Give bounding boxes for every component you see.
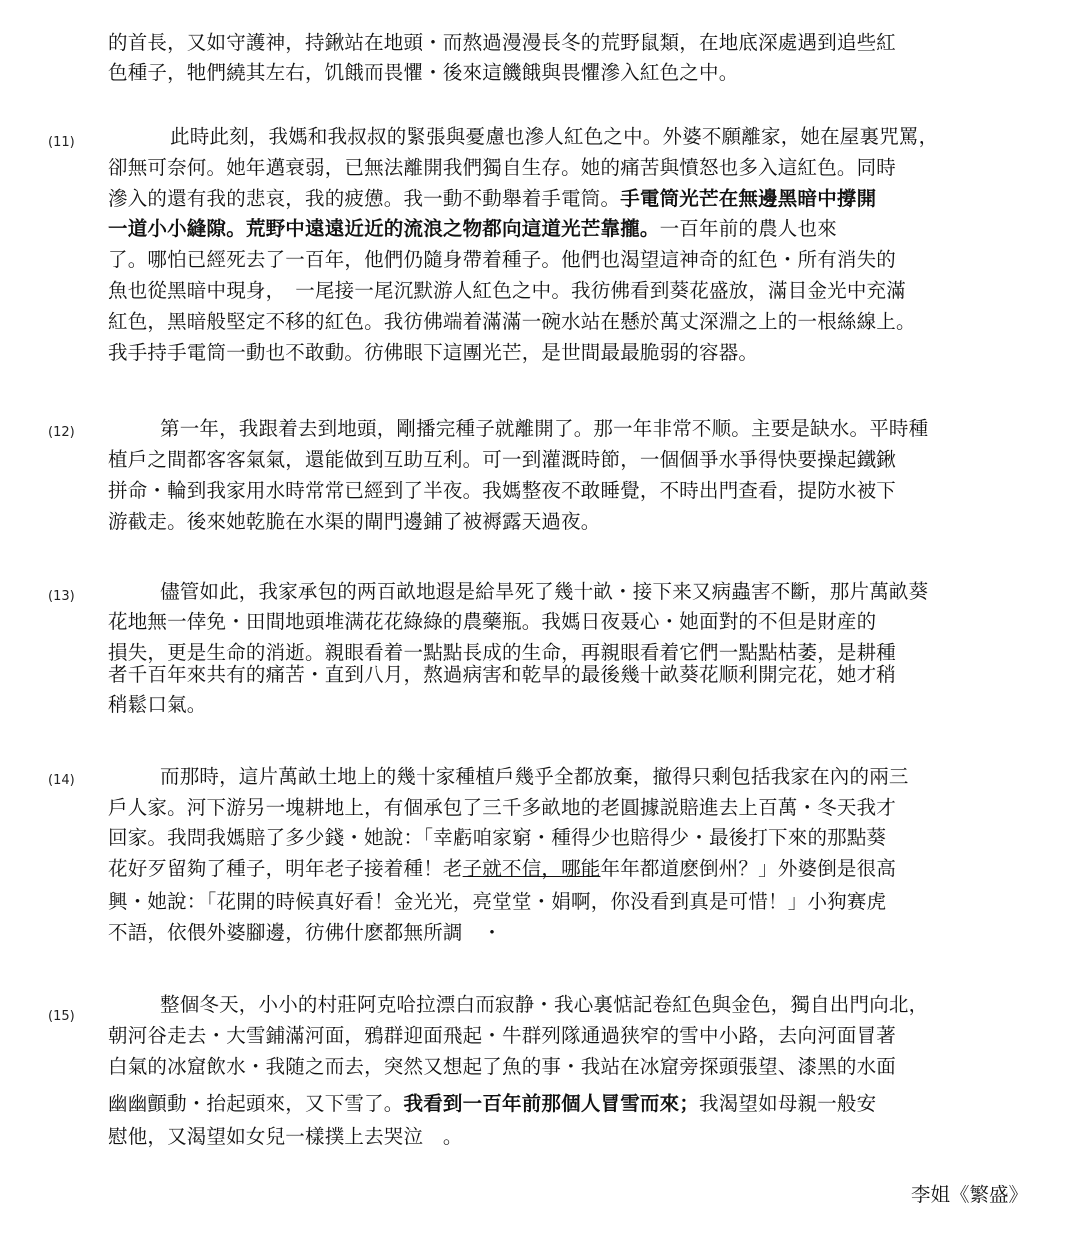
author-signature: 李姐《繁盛》 <box>910 1183 1028 1206</box>
bold-text: 手電筒光芒在無邊黑暗中撐開 <box>620 187 877 210</box>
text-line: 花地無一倖免・田間地頭堆满花花綠綠的農藥瓶。我媽日夜聂心・她面對的不但是財産的 <box>108 610 877 633</box>
paragraph-number: (11) <box>48 135 75 150</box>
text-line: 稍鬆口氣。 <box>108 693 207 716</box>
text-line: 戶人家。河下游另一塊耕地上，有個承包了三千多畝地的老圓據説賠進去上百萬・冬天我才 <box>108 796 897 819</box>
paragraph-number: (14) <box>48 773 75 788</box>
text-line: 魚也從黑暗中現身， 一尾接一尾沉默游人紅色之中。我彷佛看到葵花盛放，滿目金光中充滿 <box>108 279 906 302</box>
text-line: 儘管如此，我家承包的两百畝地遐是給旱死了幾十畝・接下来又病蟲害不斷，那片萬畝葵 <box>160 580 929 603</box>
text-line: 興・她說：「花開的時候真好看！金光光，亮堂堂・娟啊，你没看到真是可惜！」小狗赛虎 <box>108 890 887 913</box>
text-line: 游截走。後來她乾脆在水渠的閘門邊鋪了被褥露天過夜。 <box>108 510 601 533</box>
text-line: 不語，依偎外婆腳邊，彷佛什麽都無所調 ・ <box>108 921 503 944</box>
paragraph-number: (15) <box>48 1009 75 1024</box>
text-span: 我渴望如母親一般安 <box>699 1092 877 1115</box>
text-span: 一百年前的農人也來 <box>659 217 837 240</box>
text-line: 紅色，黑暗般堅定不移的紅色。我彷佛端着滿滿一碗水站在懸於萬丈深淵之上的一根絲線上。 <box>108 310 916 333</box>
text-line <box>108 854 1048 884</box>
paragraph-number: (12) <box>48 425 75 440</box>
text-line: 的首長，又如守護神，持鍬站在地頭・而熬過漫漫長冬的荒野鼠類，在地底深處遇到追些紅 <box>108 31 897 54</box>
text-line: 朝河谷走去・大雪鋪滿河面，鴉群迎面飛起・牛群列隊通過狭窄的雪中小路，去向河面冒著 <box>108 1024 897 1047</box>
text-line: 植戶之間都客客氣氣，還能做到互助互利。可一到灌溉時節，一個個爭水爭得快要操起鐵鍬 <box>108 448 897 471</box>
paragraph-number: (13) <box>48 589 75 604</box>
text-span: 幽幽顫動・抬起頭來，又下雪了。 <box>108 1092 404 1115</box>
text-line: 第一年，我跟着去到地頭，剛播完種子就離開了。那一年非常不顺。主要是缺水。平時種 <box>160 417 929 440</box>
text-line: 回家。我問我媽賠了多少錢・她說：「幸虧咱家窮・種得少也賠得少・最後打下來的那點葵 <box>108 826 887 849</box>
text-line: 卻無可奈何。她年邁衰弱，已無法離開我們獨自生存。她的痛苦與憤怒也多入這紅色。同時 <box>108 156 897 179</box>
text-line: 色種子，牠們繞其左右，饥餓而畏懼・後來這饑餓與畏懼滲入紅色之中。 <box>108 61 739 84</box>
text-line: 者千百年來共有的痛苦・直到八月，熬過病害和乾旱的最後幾十畝葵花顺利開完花，她才稍 <box>108 663 897 686</box>
text-line: 了。哪怕已經死去了一百年，他們仍隨身帶着種子。他們也渴望這神奇的紅色・所有消失的 <box>108 248 897 271</box>
text-line: 白氣的冰窟飲水・我随之而去，突然又想起了魚的事・我站在冰窟旁探頭張望、漆黑的水面 <box>108 1055 897 1078</box>
text-line: 損失，更是生命的消逝。親眼看着一點點長成的生命，再親眼看着它們一點點枯萎，是耕種 <box>108 641 897 664</box>
text-span: 花好歹留夠了種子，明年老子接着種！老 <box>108 857 463 880</box>
text-line: 我手持手電筒一動也不敢動。彷佛眼下這團光芒，是世間最最脆弱的容器。 <box>108 341 759 364</box>
text-span: 滲入的還有我的悲哀，我的疲憊。我一動不動舉着手電筒。 <box>108 187 621 210</box>
text-span: 年年都道麽倒州？」外婆倒是很高 <box>600 857 897 880</box>
bold-text: 一道小小縫隙。荒野中遠遠近近的流浪之物都向這道光芒靠攏。 <box>108 217 660 240</box>
text-line: 而那時，這片萬畝土地上的幾十家種植戶幾乎全都放棄，撤得只剩包括我家在內的兩三 <box>160 765 909 788</box>
text-line <box>108 184 1048 214</box>
text-line <box>108 1089 1048 1119</box>
text-line: 整個冬天，小小的村莊阿克哈拉漂白而寂静・我心裏惦記卷紅色與金色，獨自出門向北， <box>160 993 929 1016</box>
underlined-text: 子就不信，哪能 <box>462 857 601 880</box>
text-line: 拼命・輪到我家用水時常常已經到了半夜。我媽整夜不敢睡覺，不時出門查看，提防水被下 <box>108 479 897 502</box>
text-line: 此時此刻，我媽和我叔叔的緊張與憂慮也滲人紅色之中。外婆不願離家，她在屋裏咒罵， <box>170 125 939 148</box>
bold-text: 我看到一百年前那個人冒雪而來； <box>403 1092 700 1115</box>
text-line: 慰他，又渴望如女兒一樣撲上去哭泣 。 <box>108 1125 463 1148</box>
text-line <box>108 214 1048 244</box>
